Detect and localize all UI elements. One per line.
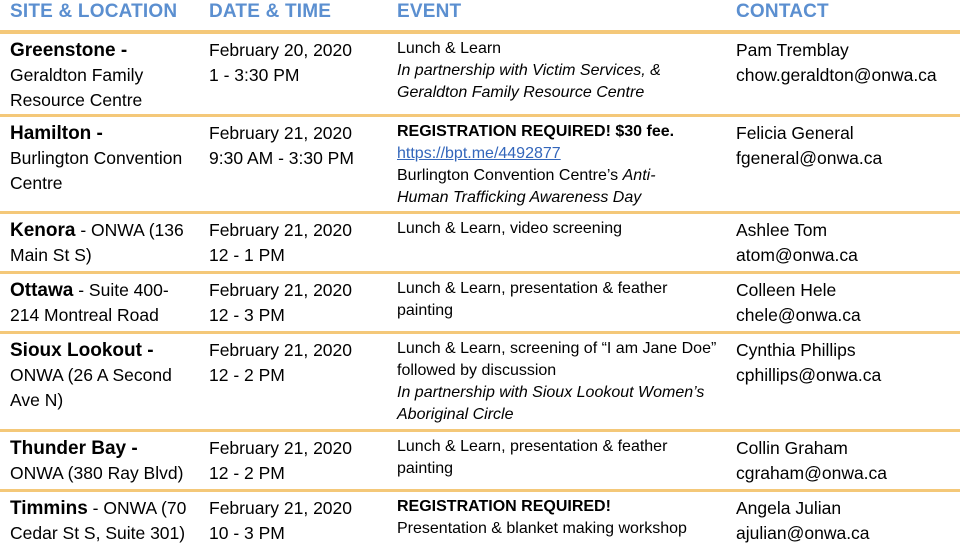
event-title: painting xyxy=(397,460,454,477)
header-event: EVENT xyxy=(397,1,462,22)
event-name: Anti- xyxy=(622,167,656,184)
contact-name: Pam Tremblay xyxy=(736,40,849,60)
contact-email[interactable]: chele@onwa.ca xyxy=(736,305,861,325)
table-row-timmins xyxy=(0,492,960,552)
contact-email[interactable]: cgraham@onwa.ca xyxy=(736,463,888,483)
date-cell xyxy=(209,496,352,546)
site-cell: Hamilton - Burlington Convention Centre xyxy=(10,121,182,196)
event-time: 10 - 3 PM xyxy=(209,523,285,543)
site-location: - ONWA (136 xyxy=(75,220,184,240)
site-location: ONWA (380 Ray Blvd) xyxy=(10,463,184,483)
site-name: Greenstone xyxy=(10,40,116,61)
table-row-ottawa xyxy=(0,274,960,334)
event-date: February 20, 2020 xyxy=(209,40,353,60)
event-date: February 21, 2020 xyxy=(209,498,353,518)
contact-cell xyxy=(736,496,870,546)
site-location: Main St S) xyxy=(10,245,92,265)
event-cell xyxy=(397,496,687,540)
date-cell xyxy=(209,218,352,268)
contact-cell xyxy=(736,121,882,171)
site-location: Resource Centre xyxy=(10,90,143,110)
event-time: 12 - 2 PM xyxy=(209,365,285,385)
site-location: Geraldton Family xyxy=(10,65,144,85)
event-time: 12 - 2 PM xyxy=(209,463,285,483)
site-name: Thunder Bay xyxy=(10,438,127,459)
header-date: DATE & TIME xyxy=(209,1,332,22)
event-cell xyxy=(397,436,667,480)
event-title: Lunch & Learn, presentation & feather xyxy=(397,438,668,455)
site-location: Cedar St S, Suite 301) xyxy=(10,523,186,543)
header-contact: CONTACT xyxy=(736,1,829,22)
event-partner: Aboriginal Circle xyxy=(397,406,514,423)
table-row-greenstone xyxy=(0,34,960,117)
event-date: February 21, 2020 xyxy=(209,280,353,300)
event-date: February 21, 2020 xyxy=(209,220,353,240)
event-title: Lunch & Learn, presentation & feather xyxy=(397,280,668,297)
date-cell xyxy=(209,278,352,328)
contact-cell xyxy=(736,338,881,388)
site-location: 214 Montreal Road xyxy=(10,305,159,325)
site-cell xyxy=(10,218,184,268)
site-cell: Sioux Lookout - ONWA (26 A Second Ave N) xyxy=(10,338,172,413)
table-row-sioux-lookout xyxy=(0,334,960,432)
site-cell xyxy=(10,278,169,328)
header-site: SITE & LOCATION xyxy=(10,1,178,22)
site-name: Ottawa xyxy=(10,280,74,301)
contact-email[interactable]: cphillips@onwa.ca xyxy=(736,365,882,385)
event-name: Human Trafficking Awareness Day xyxy=(397,189,642,206)
event-time: 9:30 AM - 3:30 PM xyxy=(209,148,354,168)
event-cell xyxy=(397,218,622,240)
site-name: Hamilton xyxy=(10,123,92,144)
event-time: 12 - 1 PM xyxy=(209,245,285,265)
contact-name: Colleen Hele xyxy=(736,280,837,300)
contact-name: Ashlee Tom xyxy=(736,220,828,240)
registration-link[interactable]: https://bpt.me/4492877 xyxy=(397,145,561,162)
event-partner: In partnership with Sioux Lookout Women’s xyxy=(397,384,705,401)
contact-name: Angela Julian xyxy=(736,498,842,518)
event-date: February 21, 2020 xyxy=(209,438,353,458)
date-cell xyxy=(209,38,352,88)
contact-name: Felicia General xyxy=(736,123,854,143)
event-cell xyxy=(397,338,716,426)
table-row-hamilton xyxy=(0,117,960,214)
event-cell xyxy=(397,38,661,104)
date-cell xyxy=(209,121,354,171)
contact-email[interactable]: ajulian@onwa.ca xyxy=(736,523,870,543)
contact-email[interactable]: chow.geraldton@onwa.ca xyxy=(736,65,937,85)
event-date: February 21, 2020 xyxy=(209,123,353,143)
site-location: - Suite 400- xyxy=(73,280,169,300)
event-title: Presentation & blanket making workshop xyxy=(397,520,687,537)
contact-cell xyxy=(736,278,861,328)
registration-notice: REGISTRATION REQUIRED! $30 fee. xyxy=(397,123,675,140)
event-time: 12 - 3 PM xyxy=(209,305,285,325)
registration-notice: REGISTRATION REQUIRED! xyxy=(397,498,611,515)
event-description: Burlington Convention Centre’s xyxy=(397,167,623,184)
site-location: - ONWA (70 xyxy=(87,498,187,518)
event-title: Lunch & Learn, video screening xyxy=(397,220,623,237)
contact-cell xyxy=(736,436,887,486)
site-location: Ave N) xyxy=(10,390,64,410)
site-name: Timmins xyxy=(10,498,88,519)
contact-email[interactable]: fgeneral@onwa.ca xyxy=(736,148,883,168)
site-cell xyxy=(10,496,186,546)
event-title: followed by discussion xyxy=(397,362,557,379)
table-row-thunder-bay xyxy=(0,432,960,492)
date-cell xyxy=(209,436,352,486)
event-date: February 21, 2020 xyxy=(209,340,353,360)
event-title: painting xyxy=(397,302,454,319)
event-cell xyxy=(397,121,674,209)
site-location: Centre xyxy=(10,173,63,193)
site-name: Kenora xyxy=(10,220,76,241)
contact-cell xyxy=(736,218,858,268)
event-partner: In partnership with Victim Services, & xyxy=(397,62,661,79)
event-cell xyxy=(397,278,667,322)
site-location: ONWA (26 A Second xyxy=(10,365,172,385)
contact-name: Cynthia Phillips xyxy=(736,340,856,360)
event-title: Lunch & Learn, screening of “I am Jane Doe” xyxy=(397,340,717,357)
event-title: Lunch & Learn xyxy=(397,40,502,57)
contact-name: Collin Graham xyxy=(736,438,848,458)
site-location: Burlington Convention xyxy=(10,148,183,168)
event-partner: Geraldton Family Resource Centre xyxy=(397,84,645,101)
table-row-kenora xyxy=(0,214,960,274)
date-cell xyxy=(209,338,352,388)
site-cell: Greenstone - Geraldton Family Resource Centre xyxy=(10,38,143,113)
event-time: 1 - 3:30 PM xyxy=(209,65,300,85)
contact-cell xyxy=(736,38,937,88)
table-header xyxy=(0,0,960,34)
site-cell: Thunder Bay - ONWA (380 Ray Blvd) xyxy=(10,436,183,486)
contact-email[interactable]: atom@onwa.ca xyxy=(736,245,858,265)
site-name: Sioux Lookout xyxy=(10,340,142,361)
